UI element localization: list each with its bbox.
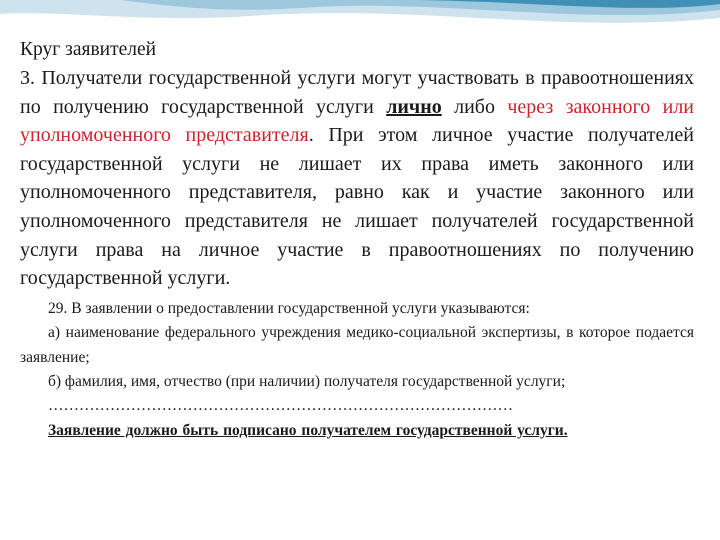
p3-red-phrase: через законного или уполномоченного представителя: [20, 95, 694, 147]
p3-text-2: либо: [441, 95, 508, 118]
ellipsis-line: ………………………………………………………………………………: [48, 397, 513, 415]
slide-content: [20, 36, 694, 443]
signature-requirement: Заявление должно быть подписано получателем государственной услуги.: [48, 421, 568, 439]
slide-title: Круг заявителей: [20, 39, 157, 60]
p3-bold-word: лично: [386, 95, 442, 118]
paragraph-3: [20, 64, 694, 293]
list-item-b: б) фамилия, имя, отчество (при наличии) получателя государственной услуги;: [48, 372, 566, 390]
list-item-a: а) наименование федерального учреждения медико-социальной экспертизы, в которое подается заявление;: [20, 324, 694, 366]
p3-text-1: 3. Получатели государственной услуги могут участвовать в правоотношениях по получению государственной услуги: [20, 67, 694, 118]
p3-text-3: . При этом личное участие получателей государственной услуги не лишает их права иметь законного или уполномоченного представителя, равно как и участие законного или уполномоченного представителя не лишает получателей государственной услуги права на личное участие в правоотношениях по получению государственной услуги.: [20, 124, 694, 290]
paragraph-29: 29. В заявлении о предоставлении государственной услуги указываются:: [48, 299, 530, 317]
